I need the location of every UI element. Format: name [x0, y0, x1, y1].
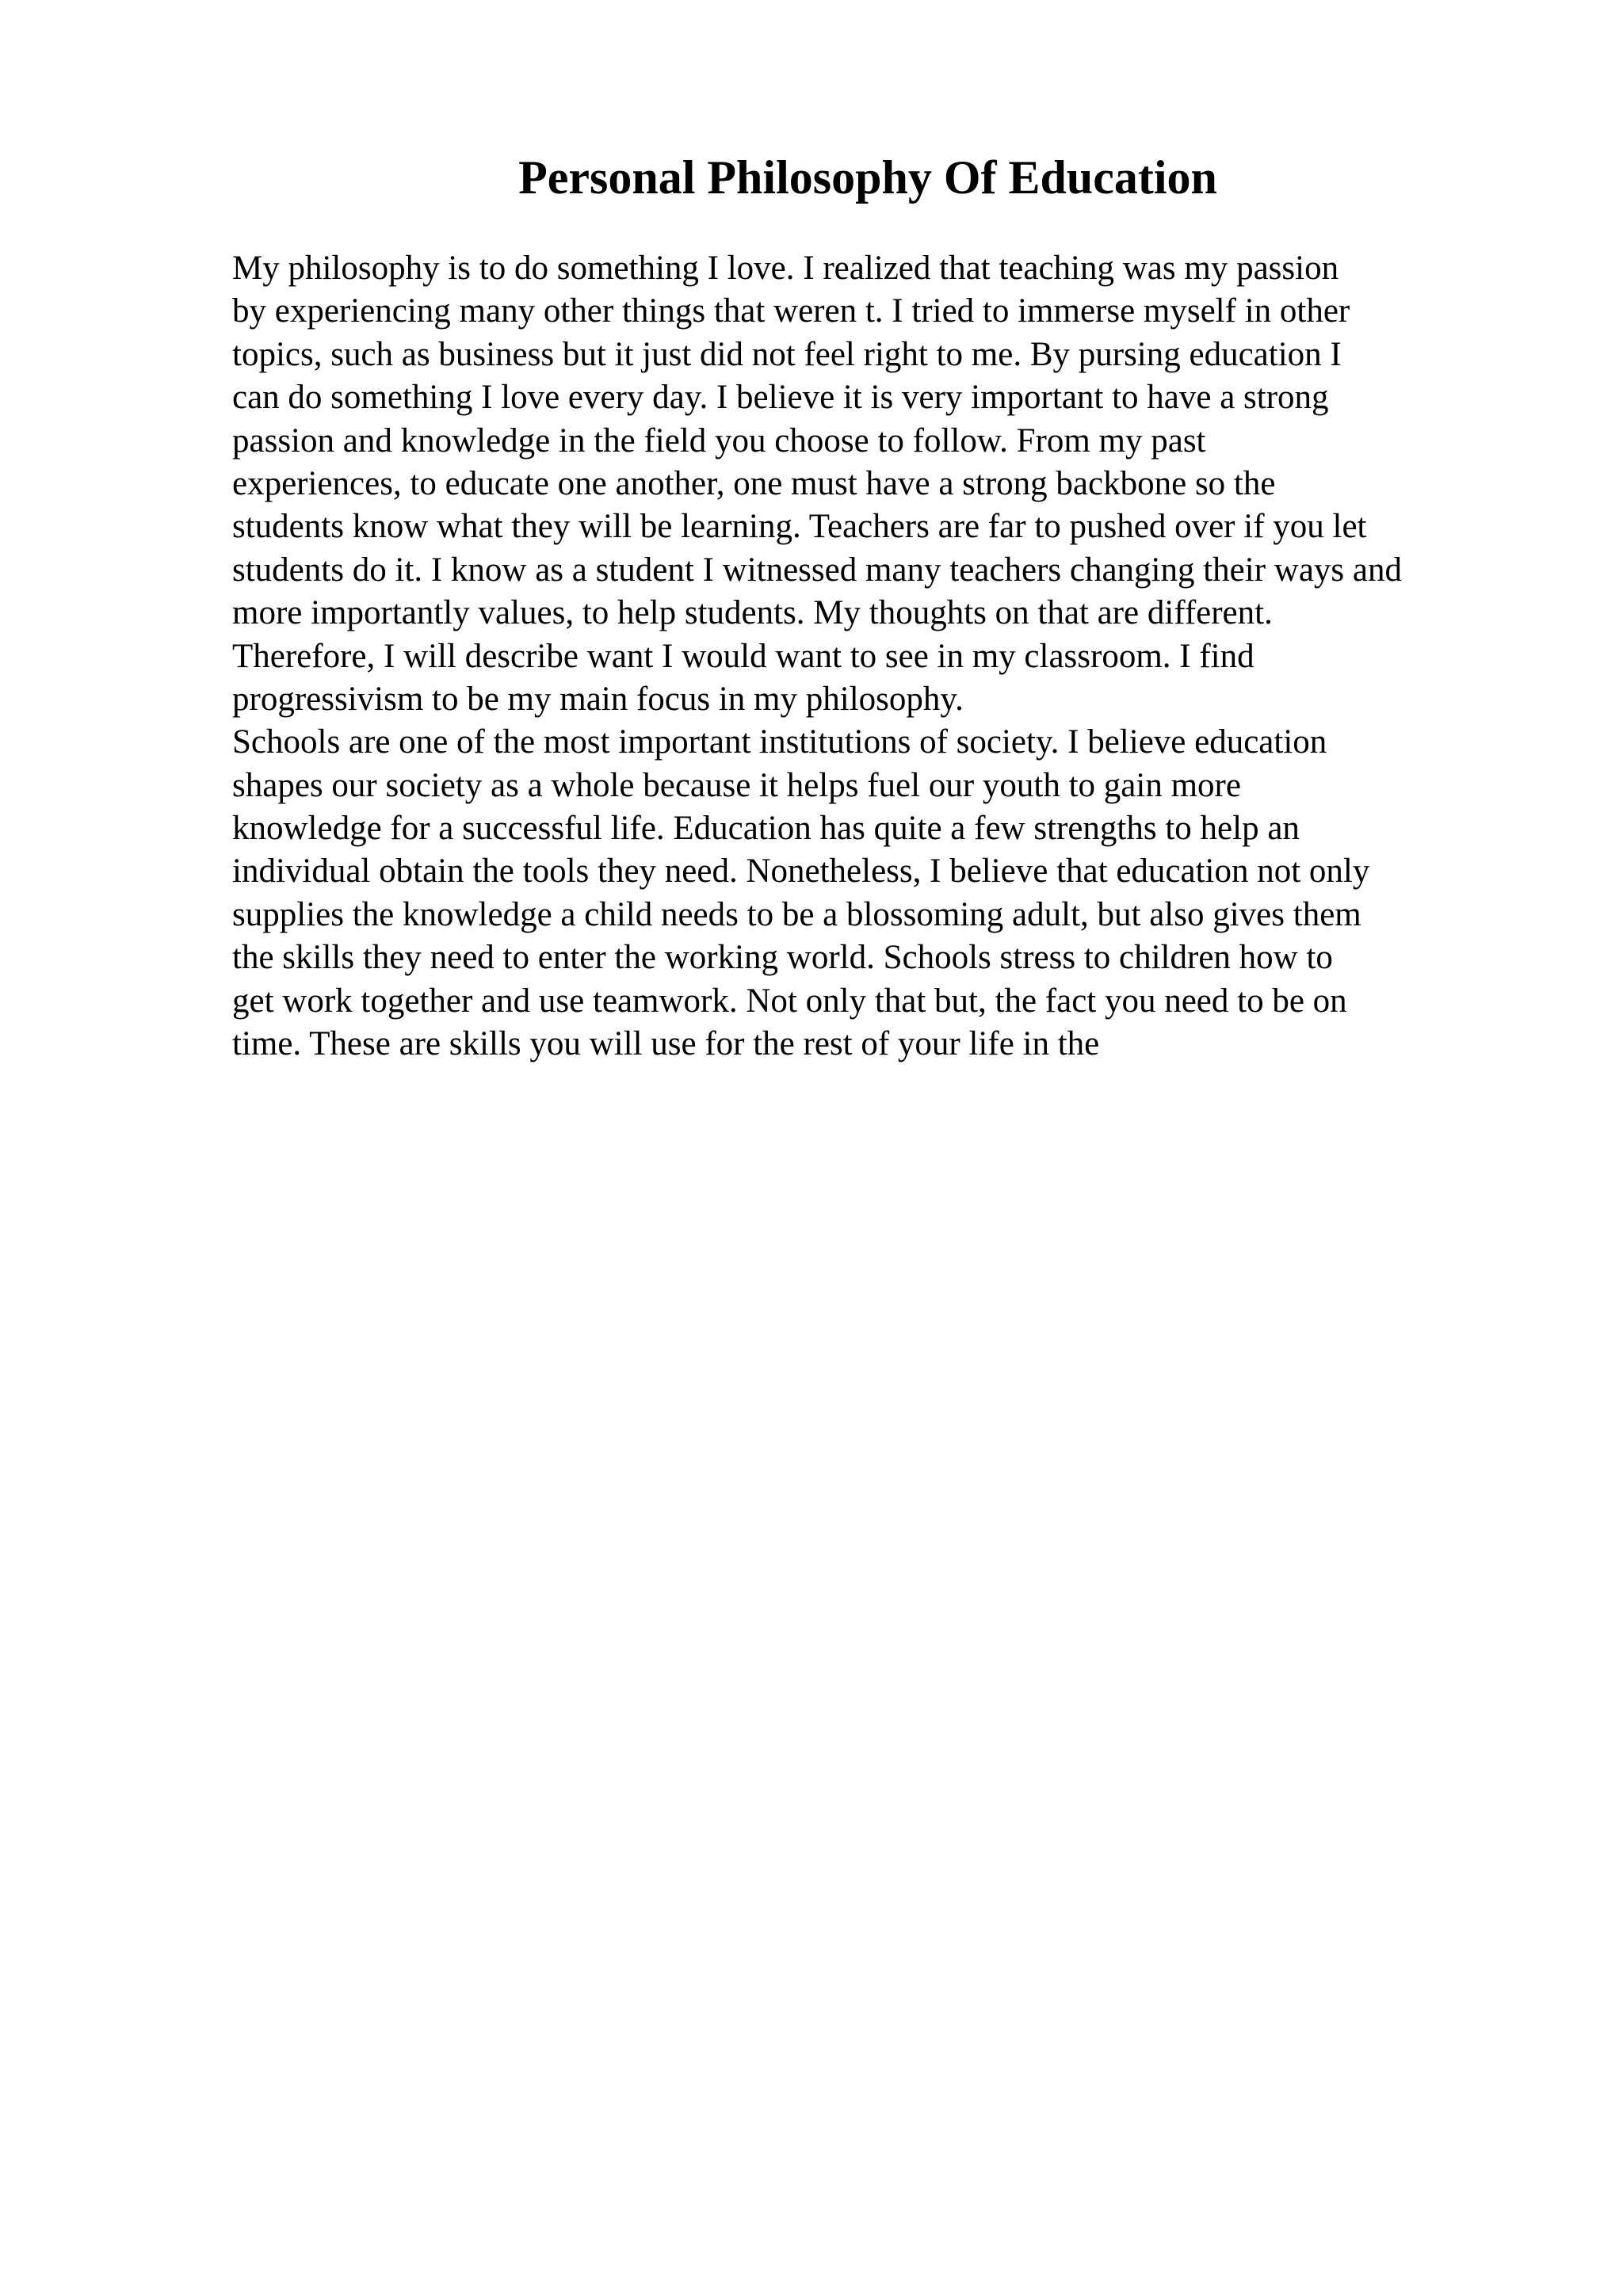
text-line: experiences, to educate one another, one must have a strong backbone so the — [232, 464, 1276, 502]
text-line: students do it. I know as a student I witnessed many teachers changing their ways and — [232, 551, 1402, 589]
document-body — [232, 247, 1611, 1066]
text-line: Therefore, I will describe want I would want to see in my classroom. I find — [232, 637, 1254, 675]
text-line: Schools are one of the most important institutions of society. I believe education — [232, 723, 1327, 761]
text-line: by experiencing many other things that weren t. I tried to immerse myself in other — [232, 292, 1350, 330]
text-line: passion and knowledge in the field you choose to follow. From my past — [232, 421, 1206, 460]
text-line: time. These are skills you will use for the rest of your life in the — [232, 1025, 1100, 1063]
text-line: topics, such as business but it just did not feel right to me. By pursing education I — [232, 335, 1342, 373]
text-line: students know what they will be learning. Teachers are far to pushed over if you let — [232, 508, 1367, 546]
text-line: individual obtain the tools they need. Nonetheless, I believe that education not only — [232, 852, 1370, 891]
text-line: shapes our society as a whole because it helps fuel our youth to gain more — [232, 766, 1241, 804]
text-line: supplies the knowledge a child needs to be a blossoming adult, but also gives them — [232, 895, 1361, 933]
document-title: Personal Philosophy Of Education — [518, 151, 1217, 204]
text-line: knowledge for a successful life. Education has quite a few strengths to help an — [232, 810, 1300, 848]
text-line: get work together and use teamwork. Not only that but, the fact you need to be on — [232, 982, 1347, 1020]
text-line: My philosophy is to do something I love. I realized that teaching was my passion — [232, 250, 1339, 287]
text-line: progressivism to be my main focus in my philosophy. — [232, 680, 964, 718]
text-line: more importantly values, to help students. My thoughts on that are different. — [232, 594, 1273, 632]
text-line: the skills they need to enter the working world. Schools stress to children how to — [232, 939, 1333, 977]
text-line: can do something I love every day. I believe it is very important to have a strong — [232, 379, 1329, 417]
